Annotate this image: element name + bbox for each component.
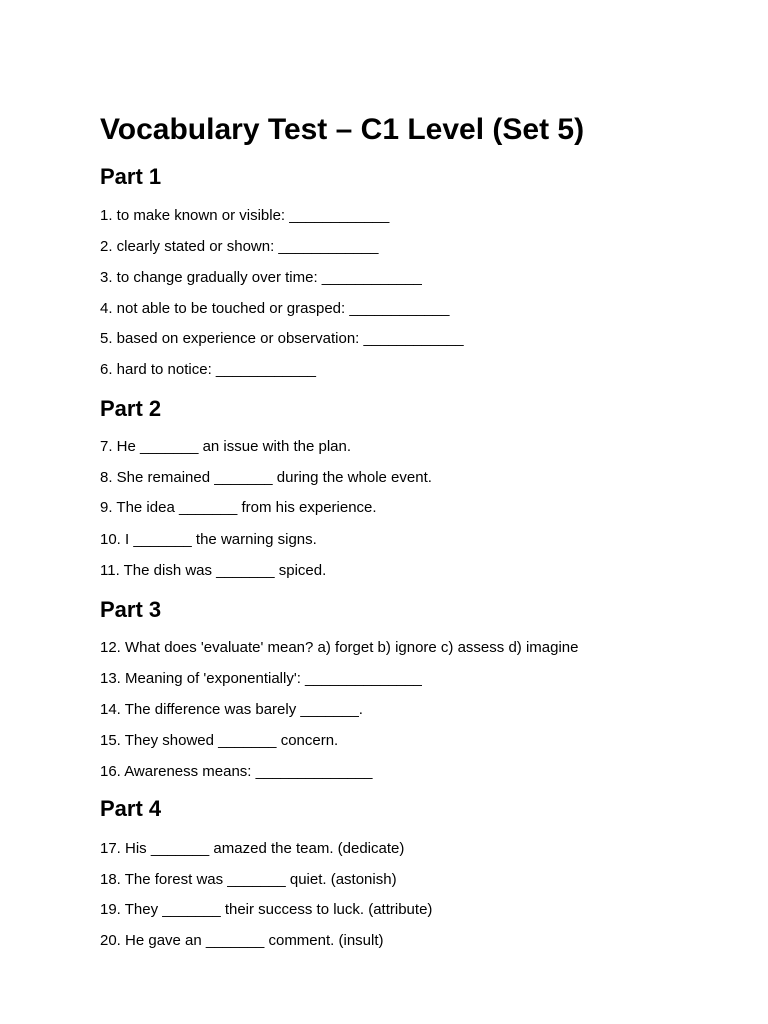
part-3-heading: Part 3 <box>100 597 162 622</box>
question-8: 8. She remained _______ during the whole event. <box>100 469 432 486</box>
question-13: 13. Meaning of 'exponentially': ______________ <box>100 670 422 687</box>
question-12: 12. What does 'evaluate' mean? a) forget b) ignore c) assess d) imagine <box>100 639 579 656</box>
question-9: 9. The idea _______ from his experience. <box>100 499 377 516</box>
question-4: 4. not able to be touched or grasped: ____________ <box>100 300 450 317</box>
question-2: 2. clearly stated or shown: ____________ <box>100 238 379 255</box>
question-10: 10. I _______ the warning signs. <box>100 531 317 548</box>
question-14: 14. The difference was barely _______. <box>100 701 363 718</box>
part-4-heading: Part 4 <box>100 796 162 821</box>
question-18: 18. The forest was _______ quiet. (astonish) <box>100 871 397 888</box>
question-5: 5. based on experience or observation: ____________ <box>100 330 464 347</box>
question-7: 7. He _______ an issue with the plan. <box>100 438 352 455</box>
question-11: 11. The dish was _______ spiced. <box>100 562 327 579</box>
question-17: 17. His _______ amazed the team. (dedicate) <box>100 840 405 857</box>
document-title: Vocabulary Test – C1 Level (Set 5) <box>100 113 585 146</box>
part-1-heading: Part 1 <box>100 164 162 189</box>
question-19: 19. They _______ their success to luck. (attribute) <box>100 901 433 918</box>
part-2-heading: Part 2 <box>100 396 162 421</box>
question-3: 3. to change gradually over time: ____________ <box>100 269 422 286</box>
question-20: 20. He gave an _______ comment. (insult) <box>100 932 384 949</box>
question-16: 16. Awareness means: ______________ <box>100 763 373 780</box>
question-1: 1. to make known or visible: ____________ <box>100 207 390 224</box>
question-15: 15. They showed _______ concern. <box>100 732 339 749</box>
question-6: 6. hard to notice: ____________ <box>100 361 317 378</box>
